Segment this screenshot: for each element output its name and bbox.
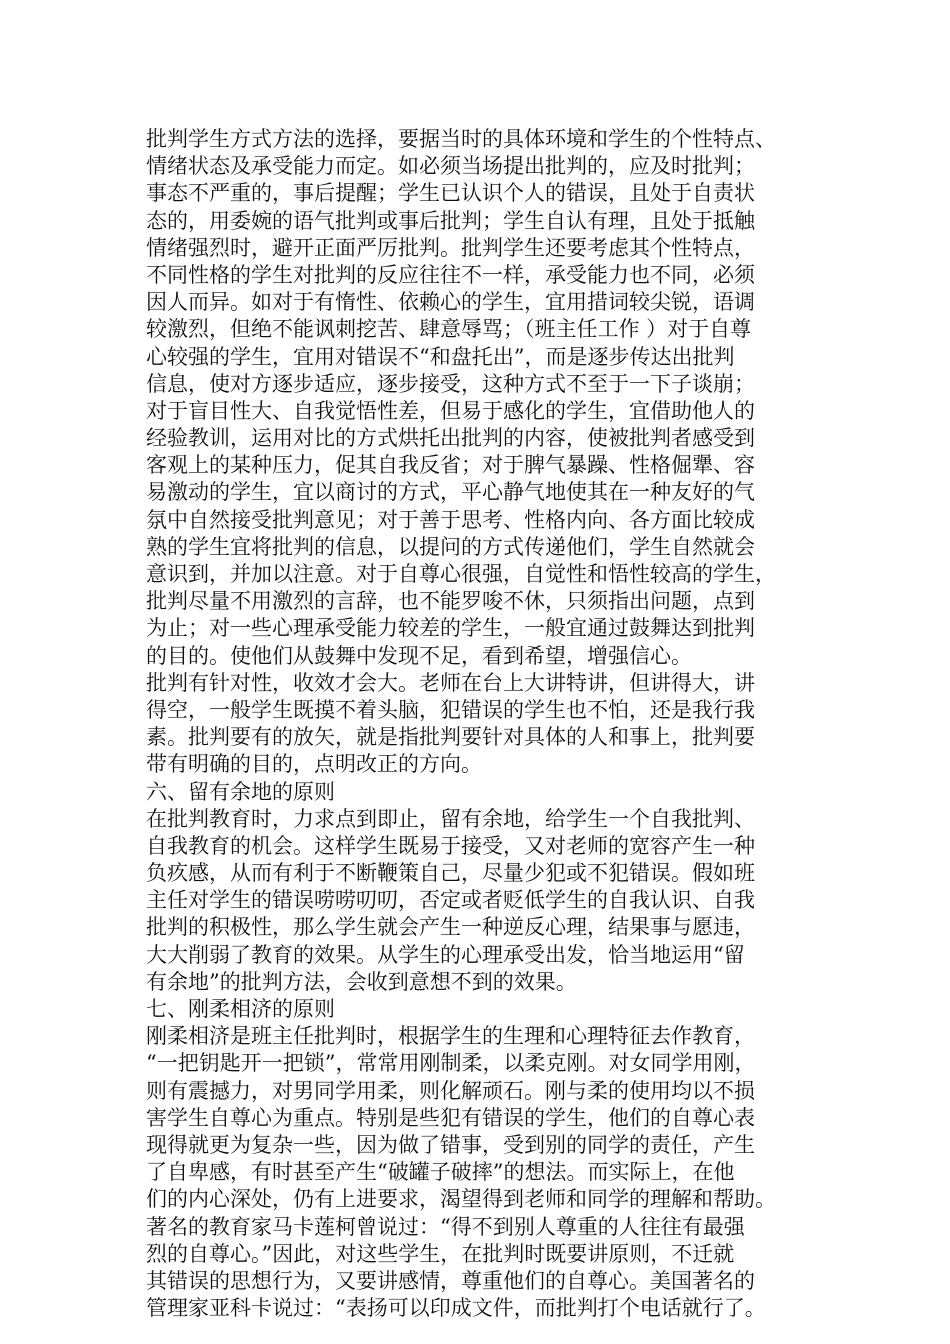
- text-line: 对于盲目性大、自我觉悟性差，但易于感化的学生，宜借助他人的: [146, 398, 755, 423]
- text-line: 烈的自尊心。”因此，对这些学生，在批判时既要讲原则，不迁就: [146, 1241, 735, 1266]
- text-line: 大大削弱了教育的效果。从学生的心理承受出发，恰当地运用“留: [146, 942, 745, 967]
- text-line: 则有震撼力，对男同学用柔，则化解顽石。刚与柔的使用均以不损: [146, 1078, 755, 1103]
- text-line: 得空，一般学生既摸不着头脑，犯错误的学生也不怕，还是我行我: [146, 697, 755, 722]
- text-line: 态的，用委婉的语气批判或事后批判；学生自认有理，且处于抵触: [146, 208, 755, 233]
- text-line: 素。批判要有的放矢，就是指批判要针对具体的人和事上，批判要: [146, 725, 755, 750]
- text-line: “一把钥匙开一把锁”，常常用刚制柔，以柔克刚。对女同学用刚，: [146, 1051, 756, 1076]
- text-line: 情绪状态及承受能力而定。如必须当场提出批判的，应及时批判；: [146, 154, 755, 179]
- text-line: 氛中自然接受批判意见；对于善于思考、性格内向、各方面比较成: [146, 507, 755, 532]
- text-line: 易激动的学生，宜以商讨的方式，平心静气地使其在一种友好的气: [146, 480, 755, 505]
- text-line: 管理家亚科卡说过：“表扬可以印成文件，而批判打个电话就行了。: [146, 1296, 766, 1321]
- text-line: 批判学生方式方法的选择，要据当时的具体环境和学生的个性特点、: [146, 127, 776, 151]
- text-line: 现得就更为复杂一些，因为做了错事，受到别的同学的责任，产生: [146, 1132, 755, 1157]
- text-line: 为止；对一些心理承受能力较差的学生，一般宜通过鼓舞达到批判: [146, 616, 755, 641]
- text-line: 自我教育的机会。这样学生既易于接受，又对老师的宽容产生一种: [146, 833, 755, 858]
- text-line: 事态不严重的，事后提醒；学生已认识个人的错误，且处于自责状: [146, 181, 755, 206]
- text-line: 情绪强烈时，避开正面严厉批判。批判学生还要考虑其个性特点，: [146, 235, 755, 260]
- text-line: 批判尽量不用激烈的言辞，也不能罗唆不休，只须指出问题，点到: [146, 589, 755, 614]
- text-line: 在批判教育时，力求点到即止，留有余地，给学生一个自我批判、: [146, 806, 755, 831]
- text-line: 害学生自尊心为重点。特别是些犯有错误的学生，他们的自尊心表: [146, 1105, 755, 1130]
- text-line: 七、刚柔相济的原则: [146, 997, 335, 1021]
- text-line: 意识到，并加以注意。对于自尊心很强，自觉性和悟性较高的学生，: [146, 562, 776, 586]
- text-line: 其错误的思想行为，又要讲感情，尊重他们的自尊心。美国著名的: [146, 1268, 755, 1293]
- text-line: 的目的。使他们从鼓舞中发现不足，看到希望，增强信心。: [146, 643, 692, 668]
- text-line: 心较强的学生，宜用对错误不“和盘托出”，而是逐步传达出批判: [146, 344, 735, 369]
- text-line: 批判有针对性，收效才会大。老师在台上大讲特讲，但讲得大，讲: [146, 670, 755, 695]
- text-line: 刚柔相济是班主任批判时，根据学生的生理和心理特征去作教育，: [146, 1024, 755, 1049]
- text-line: 经验教训，运用对比的方式烘托出批判的内容，使被批判者感受到: [146, 426, 755, 451]
- text-line: 们的内心深处，仍有上进要求，渴望得到老师和同学的理解和帮助。: [146, 1187, 776, 1212]
- text-line: 有余地”的批判方法，会收到意想不到的效果。: [146, 969, 577, 994]
- text-line: 带有明确的目的，点明改正的方向。: [146, 752, 482, 777]
- text-line: 客观上的某种压力，促其自我反省；对于脾气暴躁、性格倔犟、容: [146, 453, 755, 478]
- text-line: 著名的教育家马卡莲柯曾说过：“得不到别人尊重的人往往有最强: [146, 1214, 745, 1239]
- text-line: 因人而异。如对于有惰性、依赖心的学生，宜用措词较尖锐，语调: [146, 290, 755, 315]
- document-body: [146, 126, 814, 1322]
- text-line: 熟的学生宜将批判的信息，以提问的方式传递他们，学生自然就会: [146, 534, 755, 559]
- text-line: 六、留有余地的原则: [146, 779, 335, 804]
- text-line: 较激烈，但绝不能讽刺挖苦、肆意辱骂；（班主任工作 ）对于自尊: [146, 317, 752, 342]
- text-line: 批判的积极性，那么学生就会产生一种逆反心理，结果事与愿违，: [146, 915, 755, 940]
- text-line: 不同性格的学生对批判的反应往往不一样，承受能力也不同，必须: [146, 262, 755, 287]
- text-line: 主任对学生的错误唠唠叨叨，否定或者贬低学生的自我认识、自我: [146, 888, 755, 913]
- text-line: 了自卑感，有时甚至产生“破罐子破摔”的想法。而实际上，在他: [146, 1160, 735, 1185]
- text-line: 信息，使对方逐步适应，逐步接受，这种方式不至于一下子谈崩；: [146, 371, 755, 396]
- text-line: 负疚感，从而有利于不断鞭策自己，尽量少犯或不犯错误。假如班: [146, 861, 755, 886]
